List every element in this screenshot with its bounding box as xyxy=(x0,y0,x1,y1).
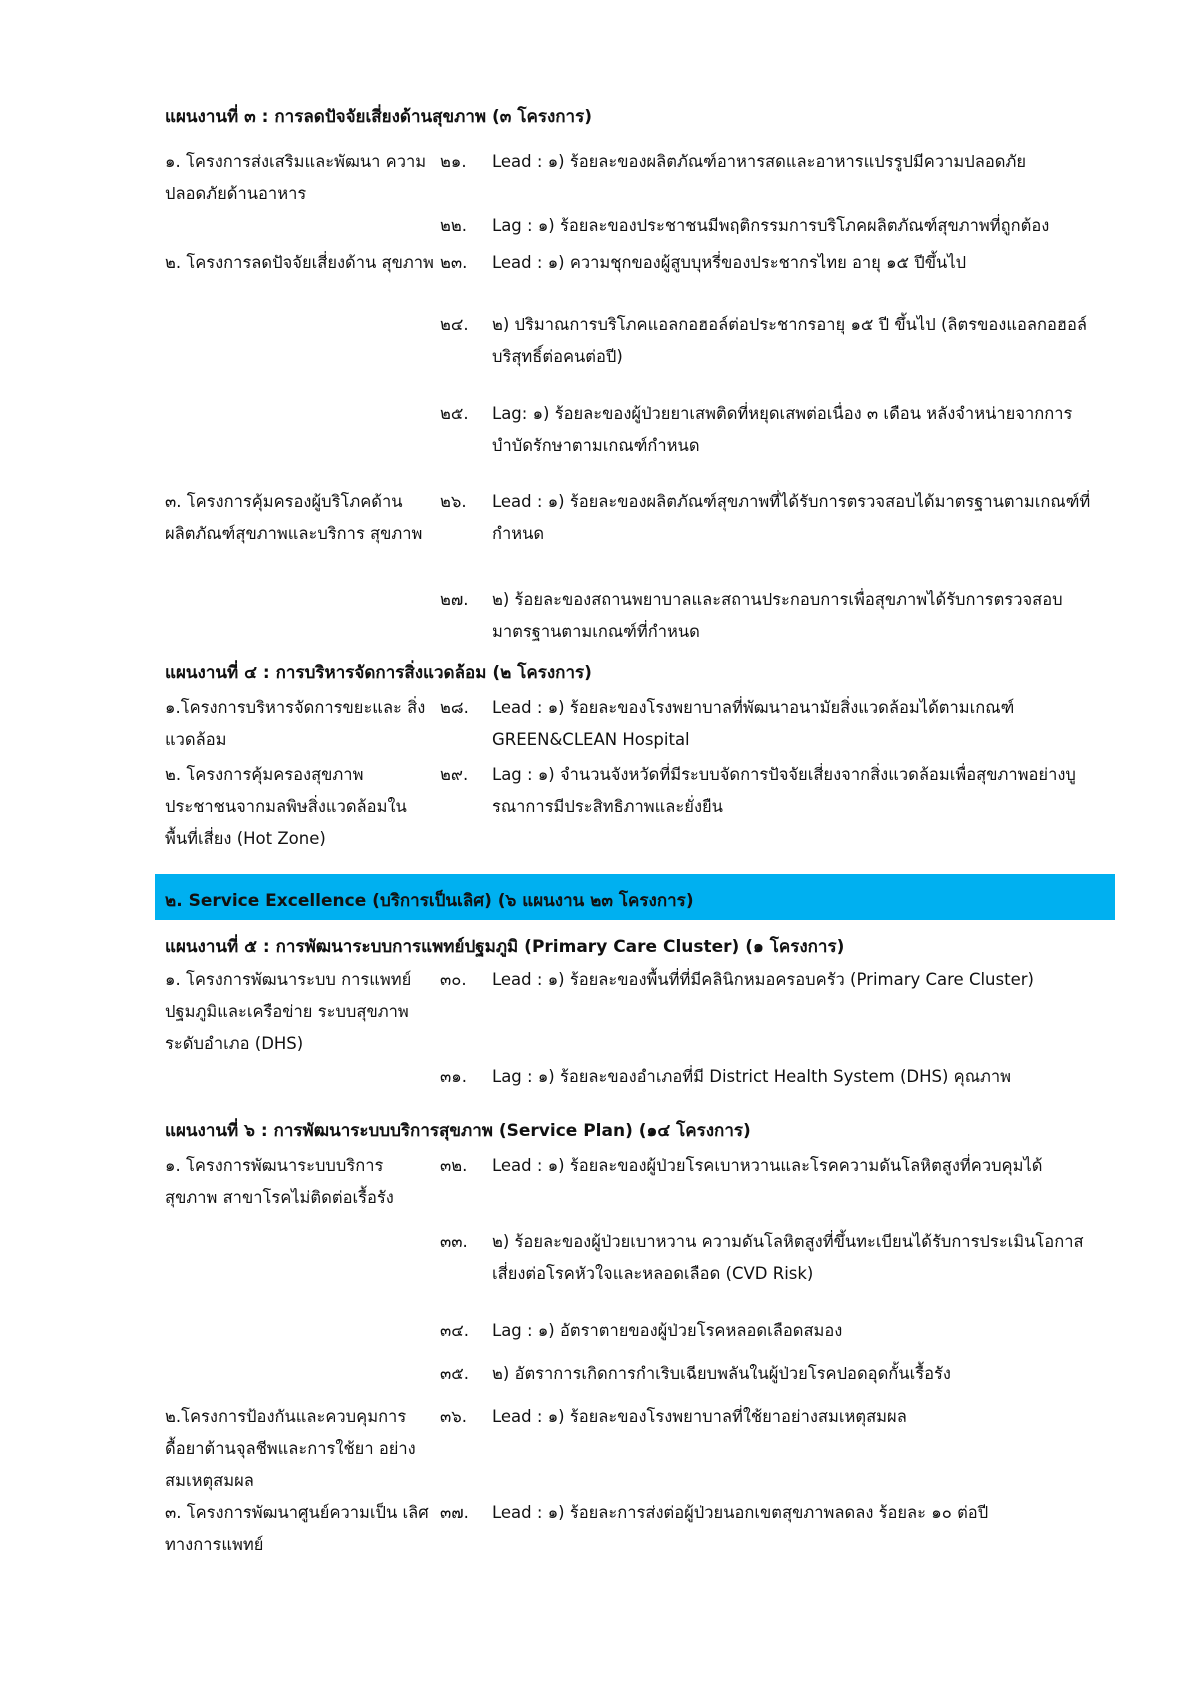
plan-4-project-2: ๒. โครงการคุ้มครองสุขภาพ ประชาชนจากมลพิษสิ่งแวดล้อมใน พื้นที่เสี่ยง (Hot Zone) xyxy=(165,765,407,848)
plan-4-project-1: ๑.โครงการบริหารจัดการขยะและ สิ่งแวดล้อม xyxy=(165,698,426,749)
indicator-text: ๒) อัตราการเกิดการกำเริบเฉียบพลันในผู้ป่วยโรคปอดอุดกั้นเรื้อรัง xyxy=(492,1364,951,1383)
indicator-number: ๒๙. xyxy=(440,765,469,784)
indicator-text: Lag : ๑) ร้อยละของประชาชนมีพฤติกรรมการบริโภคผลิตภัณฑ์สุขภาพที่ถูกต้อง xyxy=(492,216,1050,235)
indicator-text: Lead : ๑) ร้อยละของผลิตภัณฑ์สุขภาพที่ได้รับการตรวจสอบได้มาตรฐานตามเกณฑ์ที่กำหนด xyxy=(492,492,1091,543)
plan-6-project-2: ๒.โครงการป้องกันและควบคุมการ ดื้อยาต้านจุลชีพและการใช้ยา อย่างสมเหตุสมผล xyxy=(165,1407,416,1490)
indicator-number: ๒๗. xyxy=(440,590,469,609)
indicator-text: Lead : ๑) ความชุกของผู้สูบบุหรี่ของประชากรไทย อายุ ๑๕ ปีขึ้นไป xyxy=(492,253,967,272)
indicator-number: ๓๖. xyxy=(440,1407,467,1426)
indicator-text: ๒) ร้อยละของสถานพยาบาลและสถานประกอบการเพื่อสุขภาพได้รับการตรวจสอบมาตรฐานตามเกณฑ์ที่กำหนด xyxy=(492,590,1063,641)
indicator-number: ๓๑. xyxy=(440,1067,467,1086)
indicator-number: ๓๒. xyxy=(440,1156,468,1175)
section-banner-title: ๒. Service Excellence (บริการเป็นเลิศ) (๖ แผนงาน ๒๓ โครงการ) xyxy=(165,891,694,911)
indicator-number: ๒๖. xyxy=(440,492,467,511)
plan-3-project-2: ๒. โครงการลดปัจจัยเสี่ยงด้าน สุขภาพ xyxy=(165,253,434,272)
indicator-text: Lead : ๑) ร้อยละของพื้นที่ที่มีคลินิกหมอครอบครัว (Primary Care Cluster) xyxy=(492,970,1034,989)
plan-3-project-1: ๑. โครงการส่งเสริมและพัฒนา ความปลอดภัยด้านอาหาร xyxy=(165,152,427,203)
indicator-number: ๒๔. xyxy=(440,315,469,334)
indicator-number: ๓๓. xyxy=(440,1232,468,1251)
indicator-number: ๒๕. xyxy=(440,404,469,423)
indicator-number: ๓๔. xyxy=(440,1321,470,1340)
indicator-number: ๓๕. xyxy=(440,1364,470,1383)
indicator-text: Lead : ๑) ร้อยละของโรงพยาบาลที่ใช้ยาอย่างสมเหตุสมผล xyxy=(492,1407,907,1426)
indicator-text: ๒) ร้อยละของผู้ป่วยเบาหวาน ความดันโลหิตสูงที่ขึ้นทะเบียนได้รับการประเมินโอกาสเสี่ยงต่อโรคหัวใจและหลอดเลือด (CVD Risk) xyxy=(492,1232,1084,1283)
plan-6-project-3: ๓. โครงการพัฒนาศูนย์ความเป็น เลิศทางการแพทย์ xyxy=(165,1503,429,1554)
indicator-number: ๓๐. xyxy=(440,970,467,989)
indicator-text: Lead : ๑) ร้อยละของโรงพยาบาลที่พัฒนาอนามัยสิ่งแวดล้อมได้ตามเกณฑ์ GREEN&CLEAN Hospital xyxy=(492,698,1015,749)
indicator-number: ๓๗. xyxy=(440,1503,469,1522)
plan-4-title: แผนงานที่ ๔ : การบริหารจัดการสิ่งแวดล้อม (๒ โครงการ) xyxy=(165,663,592,683)
plan-3-title: แผนงานที่ ๓ : การลดปัจจัยเสี่ยงด้านสุขภาพ (๓ โครงการ) xyxy=(165,107,593,127)
indicator-number: ๒๓. xyxy=(440,253,468,272)
plan-5-title: แผนงานที่ ๕ : การพัฒนาระบบการแพทย์ปฐมภูมิ (Primary Care Cluster) (๑ โครงการ) xyxy=(165,937,845,957)
plan-5-project-1: ๑. โครงการพัฒนาระบบ การแพทย์ปฐมภูมิและเครือข่าย ระบบสุขภาพระดับอำเภอ (DHS) xyxy=(165,970,412,1053)
indicator-number: ๒๑. xyxy=(440,152,467,171)
indicator-text: Lag : ๑) จำนวนจังหวัดที่มีระบบจัดการปัจจัยเสี่ยงจากสิ่งแวดล้อมเพื่อสุขภาพอย่างบูรณาการมีประสิทธิภาพและยั่งยืน xyxy=(492,765,1076,816)
indicator-text: Lead : ๑) ร้อยละการส่งต่อผู้ป่วยนอกเขตสุขภาพลดลง ร้อยละ ๑๐ ต่อปี xyxy=(492,1503,989,1522)
indicator-text: Lag : ๑) ร้อยละของอำเภอที่มี District Health System (DHS) คุณภาพ xyxy=(492,1067,1012,1086)
indicator-text: ๒) ปริมาณการบริโภคแอลกอฮอล์ต่อประชากรอายุ ๑๕ ปี ขึ้นไป (ลิตรของแอลกอฮอล์บริสุทธิ์ต่อคนต่อปี) xyxy=(492,315,1087,366)
indicator-text: Lead : ๑) ร้อยละของผู้ป่วยโรคเบาหวานและโรคความดันโลหิตสูงที่ควบคุมได้ xyxy=(492,1156,1043,1175)
plan-6-title: แผนงานที่ ๖ : การพัฒนาระบบบริการสุขภาพ (Service Plan) (๑๔ โครงการ) xyxy=(165,1121,751,1141)
indicator-text: Lead : ๑) ร้อยละของผลิตภัณฑ์อาหารสดและอาหารแปรรูปมีความปลอดภัย xyxy=(492,152,1027,171)
plan-3-project-3: ๓. โครงการคุ้มครองผู้บริโภคด้าน ผลิตภัณฑ์สุขภาพและบริการ สุขภาพ xyxy=(165,492,423,543)
indicator-number: ๒๒. xyxy=(440,216,467,235)
plan-6-project-1: ๑. โครงการพัฒนาระบบบริการ สุขภาพ สาขาโรคไม่ติดต่อเรื้อรัง xyxy=(165,1156,394,1207)
indicator-text: Lag : ๑) อัตราตายของผู้ป่วยโรคหลอดเลือดสมอง xyxy=(492,1321,843,1340)
indicator-text: Lag: ๑) ร้อยละของผู้ป่วยยาเสพติดที่หยุดเสพต่อเนื่อง ๓ เดือน หลังจำหน่ายจากการบำบัดรักษาตามเกณฑ์กำหนด xyxy=(492,404,1073,455)
indicator-number: ๒๘. xyxy=(440,698,469,717)
